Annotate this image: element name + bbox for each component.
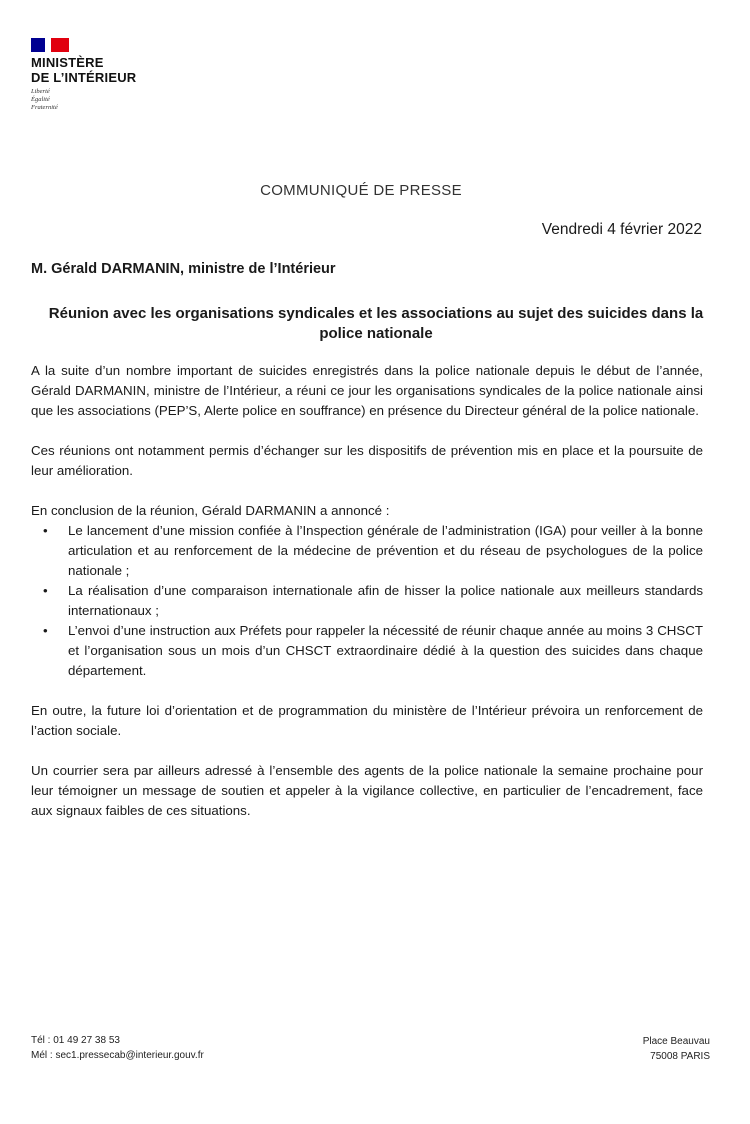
motto-liberte: Liberté [31,88,50,95]
document-subject: Réunion avec les organisations syndicales et les associations au sujet des suicides dans la police nationale [48,305,704,342]
motto-fraternite: Fraternité [31,104,58,111]
paragraph-letter: Un courrier sera par ailleurs adressé à l’ensemble des agents de la police nationale la semaine prochaine pour leur témoigner un message de soutien et appeler à la vigilance collective, en particulier de l’encadrement, face aux signaux faibles de ces situations. [31,763,703,818]
french-flag-icon [31,38,69,52]
ministry-name [31,55,136,85]
list-item-text: Le lancement d’une mission confiée à l’Inspection générale de l’administration (IGA) pour veiller à la bonne articulation et au renforcement de la médecine de prévention et du réseau de psychologues de la police nationale ; [68,523,703,578]
list-item [31,621,703,681]
paragraph-social-action: En outre, la future loi d’orientation et de programmation du ministère de l’Intérieur prévoira un renforcement de l’action sociale. [31,703,703,738]
ministry-name-line-1: MINISTÈRE [31,55,104,70]
document-date: Vendredi 4 février 2022 [541,221,702,238]
republic-motto [31,88,136,112]
postal-address [643,1034,710,1064]
paragraph-conclusion: En conclusion de la réunion, Gérald DARMANIN a annoncé : [31,503,390,518]
list-item-text: La réalisation d’une comparaison internationale afin de hisser la police nationale aux meilleurs standards internationaux ; [68,583,703,618]
ministry-logo [31,38,136,112]
list-item [31,581,703,621]
list-item-text: L’envoi d’une instruction aux Préfets pour rappeler la nécessité de réunir chaque année au moins 3 CHSCT et l’organisation sous un mois d’un CHSCT extraordinaire dédié à la question des suicides dans chaque département. [68,623,703,678]
bullet-icon: • [43,523,48,538]
contact-phone: Tél : 01 49 27 38 53 [31,1035,120,1046]
announcement-list [31,521,703,681]
motto-egalite: Égalité [31,96,50,103]
paragraph-meetings: Ces réunions ont notamment permis d’échanger sur les dispositifs de prévention mis en place et la poursuite de leur amélioration. [31,443,703,478]
ministry-name-line-2: DE L’INTÉRIEUR [31,70,137,85]
document-body [31,361,703,841]
paragraph-intro: A la suite d’un nombre important de suicides enregistrés dans la police nationale depuis le début de l’année, Gérald DARMANIN, ministre de l’Intérieur, a réuni ce jour les organisations syndicales de la police nationale ainsi que les associations (PEP’S, Alerte police en souffrance) en présence du Directeur général de la police nationale. [31,363,703,418]
address-line-1: Place Beauvau [642,1036,710,1047]
minister-name: M. Gérald DARMANIN, ministre de l’Intérieur [31,261,336,277]
bullet-icon: • [43,623,48,638]
list-item [31,521,703,581]
document-type-title: COMMUNIQUÉ DE PRESSE [260,182,462,199]
contact-info [31,1033,204,1063]
address-line-2: 75008 PARIS [650,1051,710,1062]
bullet-icon: • [43,583,48,598]
contact-email: Mél : sec1.pressecab@interieur.gouv.fr [31,1050,204,1061]
